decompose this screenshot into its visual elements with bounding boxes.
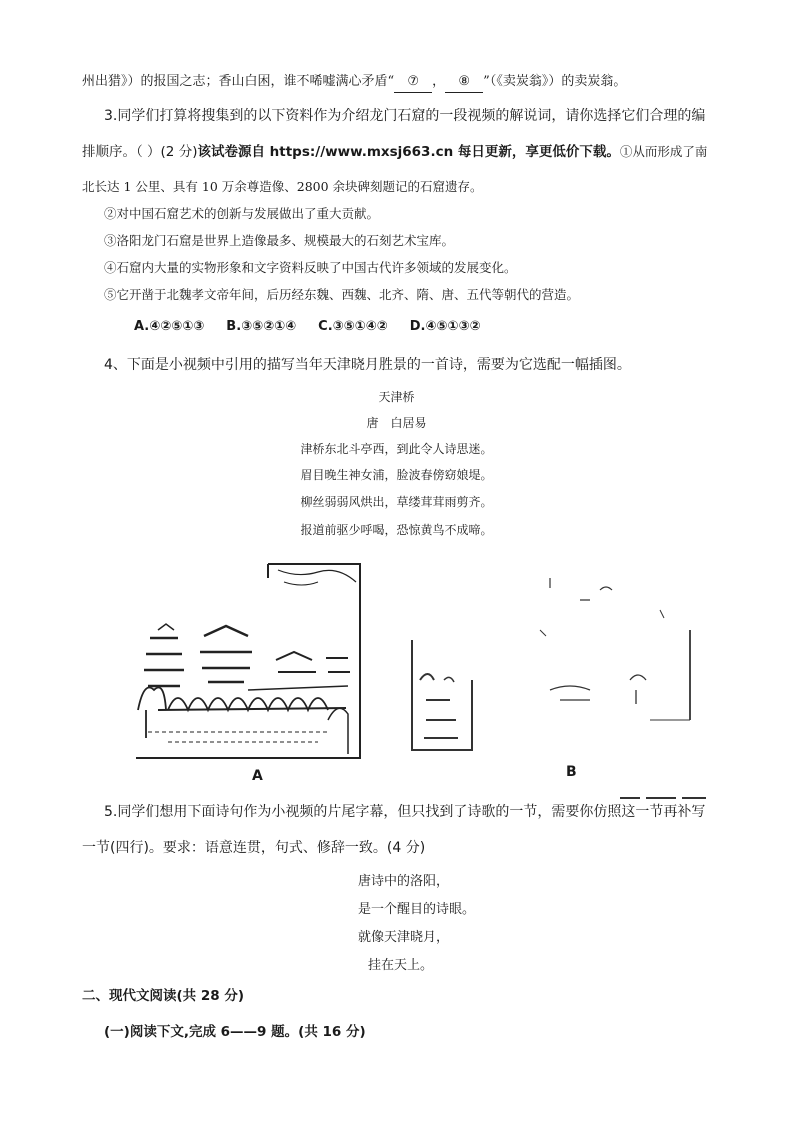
illustration-b-landscape-image (400, 570, 710, 800)
option-c: C.③⑤①④② (318, 319, 388, 334)
poem-line-3: 柳丝弱弱风烘出，草缕茸茸雨剪齐。 (300, 495, 493, 509)
poem-line-4: 报道前驱少呼喝，恐惊黄鸟不成啼。 (300, 523, 493, 537)
line1-comma: ， (432, 74, 446, 89)
q3-line3: 北长达 1 公里、具有 10 万余尊造像、2800 余块碑刻题记的石窟遗存。 (82, 179, 483, 194)
figure-a-label: A (252, 768, 263, 784)
poem-line-1: 津桥东北斗亭西，到此令人诗思迷。 (300, 442, 493, 456)
q3-line2-end: ①从而形成了南 (619, 144, 708, 159)
q3-line2-start: 排顺序。（ ）(2 分) (82, 144, 198, 160)
q3-options (134, 317, 502, 337)
line1-prefix: 州出猎》）的报国之志；香山白困，谁不唏嘘满心矛盾“ (82, 74, 395, 89)
q3-item-5: ⑤它开凿于北魏孝文帝年间，后历经东魏、西魏、北齐、隋、唐、五代等朝代的营造。 (104, 287, 580, 302)
q5-question-line2: 一节(四行)。要求：语意连贯，句式、修辞一致。(4 分) (82, 840, 426, 856)
q5-poem-line-2: 是一个醒目的诗眼。 (358, 902, 476, 917)
blank-7: ⑦ (394, 72, 432, 93)
poem-title: 天津桥 (378, 390, 415, 404)
poem-author: 唐 白居易 (366, 416, 427, 430)
q3-ad-text: 该试卷源自 https://www.mxsj663.cn 每日更新，享更低价下载。 (197, 144, 620, 160)
figure-b-label: B (566, 764, 577, 780)
option-a: A.④②⑤①③ (134, 319, 205, 334)
q4-question: 4、下面是小视频中引用的描写当年天津晓月胜景的一首诗，需要为它选配一幅插图。 (104, 357, 631, 373)
q3-item-2: ②对中国石窟艺术的创新与发展做出了重大贡献。 (104, 206, 380, 221)
text-line-1 (82, 72, 626, 93)
line1-suffix: ”（《卖炭翁》）的卖炭翁。 (483, 74, 627, 89)
option-b: B.③⑤②①④ (226, 319, 297, 334)
illustration-a-bridge-image (128, 560, 368, 765)
blank-8: ⑧ (445, 72, 483, 93)
section-2-title: 二、现代文阅读(共 28 分) (82, 988, 245, 1004)
q5-poem-line-4: 挂在天上。 (368, 958, 434, 973)
q3-question-line2 (82, 142, 707, 162)
q3-question-line1: 3.同学们打算将搜集到的以下资料作为介绍龙门石窟的一段视频的解说词，请你选择它们合理的编 (104, 108, 706, 124)
q5-poem-line-1: 唐诗中的洛阳， (358, 874, 450, 889)
section-2-subtitle: (一)阅读下文,完成 6——9 题。(共 16 分) (104, 1024, 366, 1040)
q3-item-4: ④石窟内大量的实物形象和文字资料反映了中国古代许多领域的发展变化。 (104, 260, 517, 275)
q3-item-3: ③洛阳龙门石窟是世界上造像最多、规模最大的石刻艺术宝库。 (104, 233, 455, 248)
q5-question-line1: 5.同学们想用下面诗句作为小视频的片尾字幕，但只找到了诗歌的一节，需要你仿照这一节再补写 (104, 804, 706, 820)
option-d: D.④⑤①③② (409, 319, 481, 334)
q5-poem-line-3: 就像天津晓月， (358, 930, 450, 945)
poem-line-2: 眉目晚生神女浦，脸波春傍窈娘堤。 (300, 468, 493, 482)
